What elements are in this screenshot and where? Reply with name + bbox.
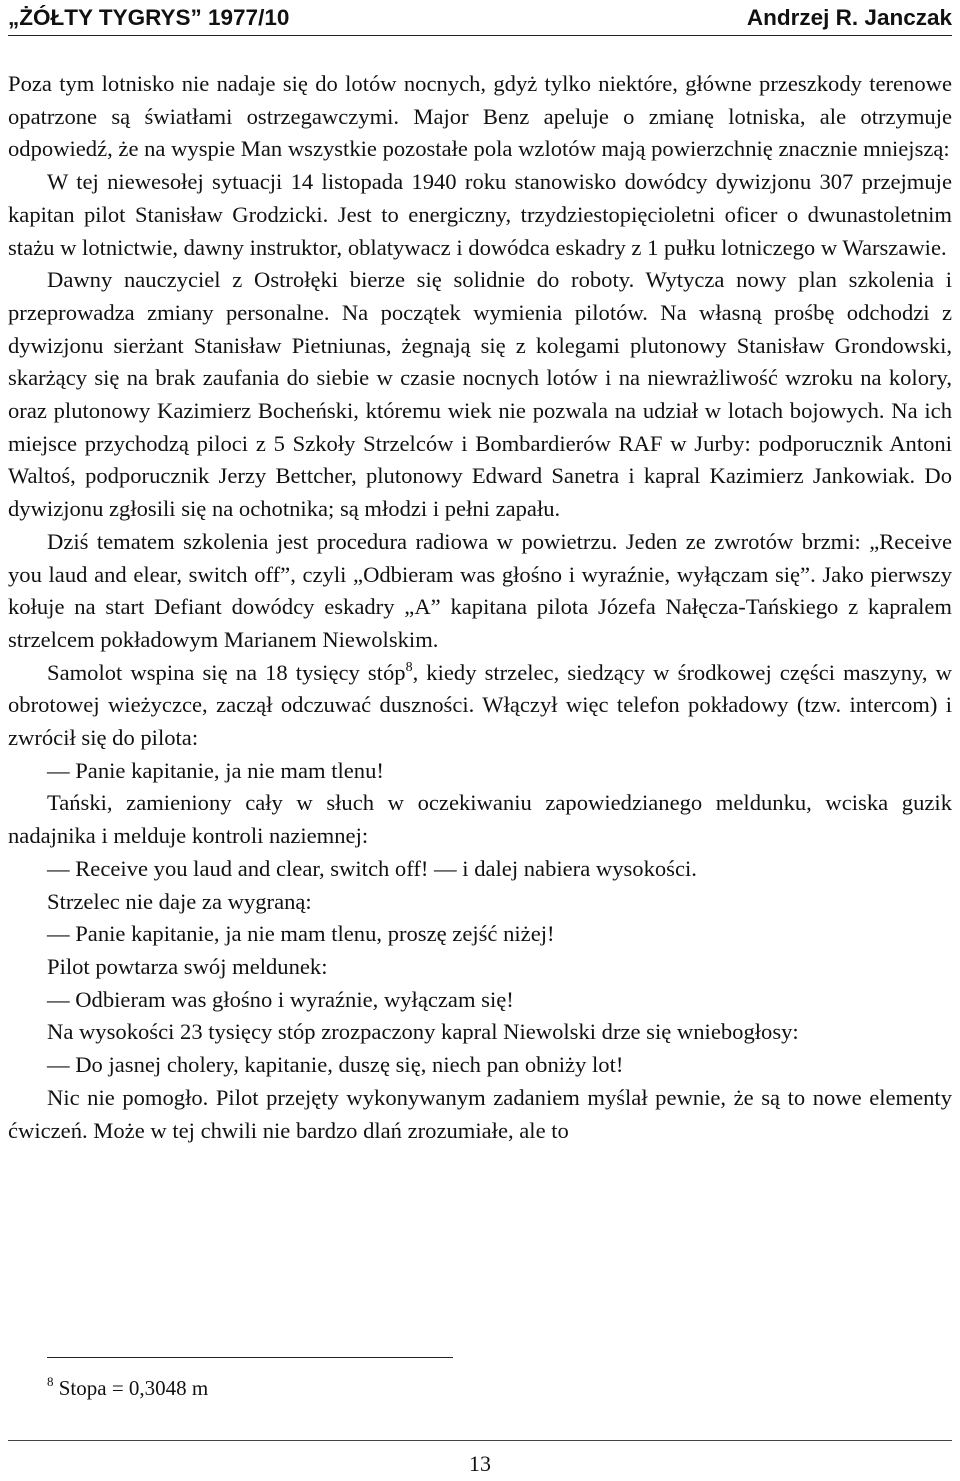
paragraph: Dziś tematem szkolenia jest procedura radiowa w powietrzu. Jeden ze zwrotów brzmi: „Receive you laud and elear, switch off”, czyli „Odbieram was głośno i wyraźnie, wyłączam się”. Jako pierwszy kołuje na start Defiant dowódcy eskadry „A” kapitana pilota Józefa Nałęcza-Tańskiego z kapralem strzelcem pokładowym Marianem Niewolskim. [8, 528, 952, 652]
paragraph: Nic nie pomogło. Pilot przejęty wykonywanym zadaniem myślał pewnie, że są to nowe elementy ćwiczeń. Może w tej chwili nie bardzo dlań zrozumiałe, ale to [8, 1084, 952, 1143]
paragraph: Poza tym lotnisko nie nadaje się do lotów nocnych, gdyż tylko niektóre, główne przeszkody terenowe opatrzone są światłami ostrzegawczymi. Major Benz apeluje o zmianę lotniska, ale otrzymuje odpowiedź, że na wyspie Man wszystkie pozostałe pola wzlotów mają powierzchnię znacznie mniejszą: [8, 71, 952, 162]
paragraph: Pilot powtarza swój meldunek: [47, 953, 328, 979]
book-title: „ŻÓŁTY TYGRYS” 1977/10 [8, 5, 290, 30]
dialogue-line: — Panie kapitanie, ja nie mam tlenu! [47, 757, 384, 783]
footnote-text: Stopa = 0,3048 m [53, 1376, 209, 1400]
running-header [8, 3, 952, 36]
paragraph-text: Samolot wspina się na 18 tysięcy stóp [47, 659, 406, 685]
paragraph: Na wysokości 23 tysięcy stóp zrozpaczony kapral Niewolski drze się wniebogłosy: [47, 1019, 799, 1045]
paragraph-samolot [8, 657, 952, 755]
dialogue-line: — Do jasnej cholery, kapitanie, duszę się, niech pan obniży lot! [47, 1052, 624, 1078]
paragraph: W tej niewesołej sytuacji 14 listopada 1940 roku stanowisko dowódcy dywizjonu 307 przejmuje kapitan pilot Stanisław Grodzicki. Jest to energiczny, trzydziestopięcioletni oficer o dwunastoletnim stażu w lotnictwie, dawny instruktor, oblatywacz i dowódca eskadry z 1 pułku lotniczego w Warszawie. [8, 169, 952, 260]
paragraph: Strzelec nie daje za wygraną: [47, 888, 312, 914]
paragraph: Dawny nauczyciel z Ostrołęki bierze się solidnie do roboty. Wytycza nowy plan szkolenia i przeprowadza zmiany personalne. Na początek wymienia pilotów. Na własną prośbę odchodzi z dywizjonu sierżant Stanisław Pietniunas, żegnają się z kolegami plutonowy Stanisław Grondowski, skarżący się na brak zaufania do siebie w czasie nocnych lotów i na niewrażliwość wzroku na kolory, oraz plutonowy Kazimierz Bocheński, któremu wiek nie pozwala na udział w lotach bojowych. Na ich miejsce przychodzą piloci z 5 Szkoły Strzelców i Bombardierów RAF w Jurby: podporucznik Antoni Waltoś, podporucznik Jerzy Bettcher, plutonowy Edward Sanetra i kapral Kazimierz Jankowiak. Do dywizjonu zgłosili się na ochotnika; są młodzi i pełni zapału. [8, 267, 952, 522]
footer-rule [8, 1440, 952, 1441]
body-text [8, 68, 952, 1147]
dialogue-line: — Receive you laud and clear, switch off! — i dalej nabiera wysokości. [47, 855, 697, 881]
dialogue-line: — Odbieram was głośno i wyraźnie, wyłączam się! [47, 986, 514, 1012]
paragraph: Tański, zamieniony cały w słuch w oczekiwaniu zapowiedzianego meldunku, wciska guzik nadajnika i melduje kontroli naziemnej: [8, 790, 952, 849]
footnote-reference: 8 [405, 659, 413, 675]
footnote [47, 1372, 208, 1404]
footnote-separator [47, 1357, 453, 1358]
paragraph-text: , kiedy strzelec, siedzący w środkowej części maszyny, w obrotowej wieżyczce, zaczął odczuwać duszności. Włączył więc telefon pokładowy (tzw. intercom) i zwrócił się do pilota: [8, 659, 952, 751]
author-name: Andrzej R. Janczak [746, 5, 952, 30]
page-number: 13 [469, 1451, 491, 1476]
dialogue-line: — Panie kapitanie, ja nie mam tlenu, proszę zejść niżej! [47, 921, 555, 947]
footnote-mark: 8 [47, 1374, 54, 1389]
